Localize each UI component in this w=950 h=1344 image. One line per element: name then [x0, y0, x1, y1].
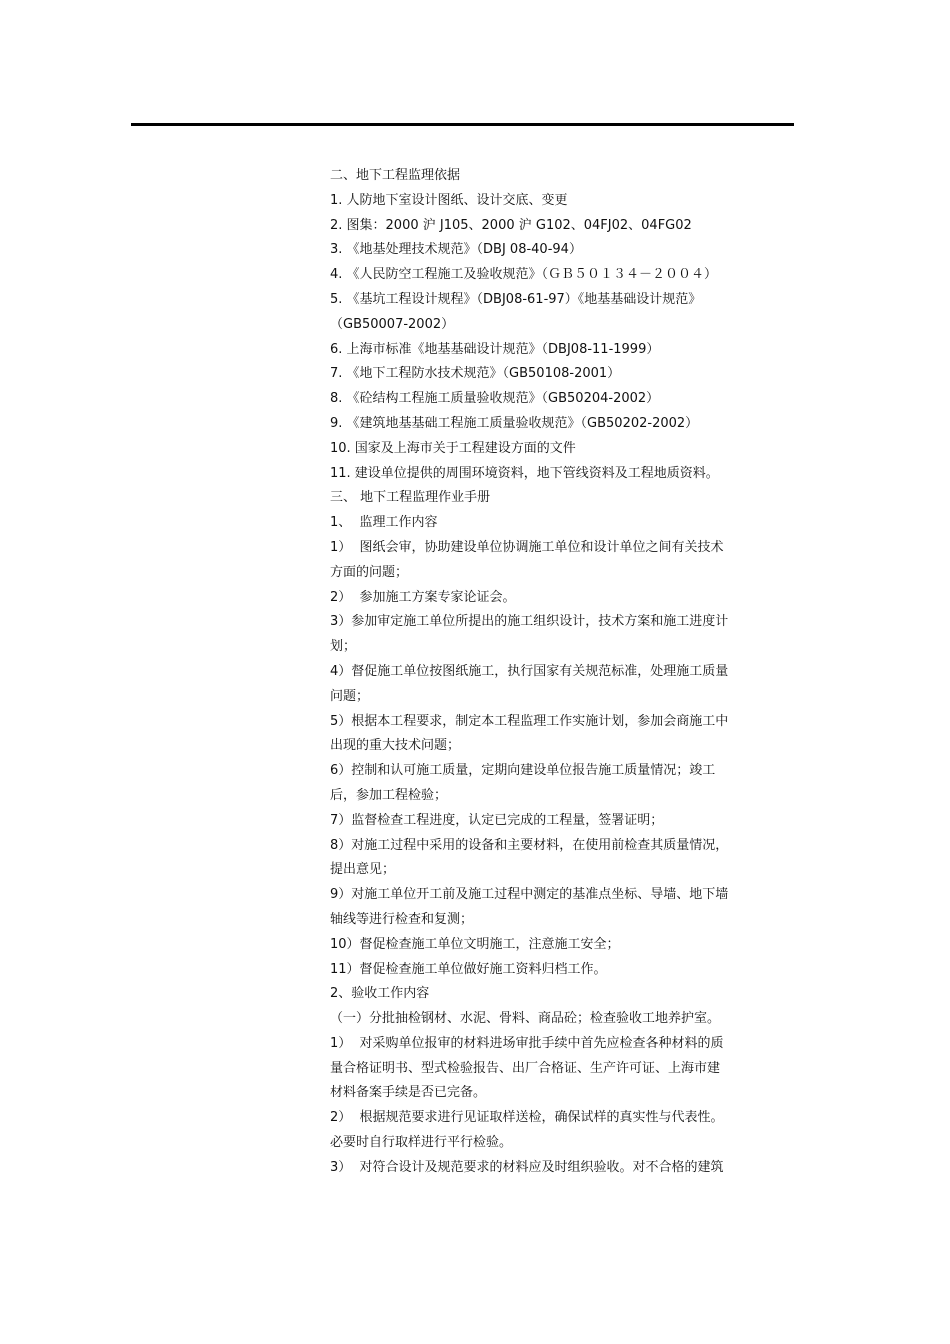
- basis-item-2: 2. 图集：2000 沪 J105、2000 沪 G102、04FJ02、04FG02: [330, 217, 692, 233]
- work-item-7: 7）监督检查工程进度，认定已完成的工程量，签署证明；: [330, 812, 664, 828]
- basis-item-4: 4. 《人民防空工程施工及验收规范》（ＧＢ５０１３４－２００４）: [330, 267, 718, 283]
- section-heading-manual: 三、 地下工程监理作业手册: [330, 490, 491, 506]
- subsection-heading-acceptance: 2、验收工作内容: [330, 986, 430, 1002]
- acceptance-group-1: （一）分批抽检钢材、水泥、骨料、商品砼；检查验收工地养护室。: [330, 1011, 721, 1027]
- basis-item-11: 11. 建设单位提供的周围环境资料，地下管线资料及工程地质资料。: [330, 465, 719, 481]
- basis-item-9: 9. 《建筑地基基础工程施工质量验收规范》（GB50202-2002）: [330, 415, 699, 431]
- work-item-10: 10）督促检查施工单位文明施工，注意施工安全；: [330, 936, 620, 952]
- header-rule: [131, 123, 794, 126]
- basis-item-8: 8. 《砼结构工程施工质量验收规范》（GB50204-2002）: [330, 391, 660, 407]
- work-item-3: 3）参加审定施工单位所提出的施工组织设计，技术方案和施工进度计: [330, 614, 729, 630]
- work-item-6: 6）控制和认可施工质量，定期向建设单位报告施工质量情况；竣工: [330, 763, 716, 779]
- work-item-1-cont: 方面的问题；: [330, 564, 409, 580]
- basis-item-5: 5. 《基坑工程设计规程》（DBJ08-61-97）《地基基础设计规范》: [330, 291, 702, 307]
- acceptance-item-1: 1） 对采购单位报审的材料进场审批手续中首先应检查各种材料的质: [330, 1035, 724, 1051]
- acceptance-item-3: 3） 对符合设计及规范要求的材料应及时组织验收。对不合格的建筑: [330, 1159, 724, 1175]
- work-item-3-cont: 划；: [330, 639, 357, 655]
- work-item-8-cont: 提出意见；: [330, 862, 396, 878]
- work-item-2: 2） 参加施工方案专家论证会。: [330, 589, 516, 605]
- subsection-heading-work: 1、 监理工作内容: [330, 515, 438, 531]
- work-item-9-cont: 轴线等进行检查和复测；: [330, 911, 474, 927]
- work-item-8: 8）对施工过程中采用的设备和主要材料，在使用前检查其质量情况，: [330, 837, 729, 853]
- acceptance-item-1-cont: 量合格证明书、型式检验报告、出厂合格证、生产许可证、上海市建: [330, 1060, 721, 1076]
- basis-item-6: 6. 上海市标准《地基基础设计规范》（DBJ08-11-1999）: [330, 341, 660, 357]
- work-item-5: 5）根据本工程要求，制定本工程监理工作实施计划，参加会商施工中: [330, 713, 729, 729]
- acceptance-item-2-cont: 必要时自行取样进行平行检验。: [330, 1135, 513, 1151]
- basis-item-5-cont: （GB50007-2002）: [330, 316, 455, 332]
- acceptance-item-2: 2） 根据规范要求进行见证取样送检，确保试样的真实性与代表性。: [330, 1110, 724, 1126]
- work-item-4: 4）督促施工单位按图纸施工，执行国家有关规范标准，处理施工质量: [330, 663, 729, 679]
- section-heading-basis: 二、地下工程监理依据: [330, 168, 461, 183]
- basis-item-7: 7. 《地下工程防水技术规范》（GB50108-2001）: [330, 366, 621, 382]
- work-item-11: 11）督促检查施工单位做好施工资料归档工作。: [330, 961, 607, 977]
- work-item-5-cont: 出现的重大技术问题；: [330, 738, 461, 754]
- work-item-4-cont: 问题；: [330, 688, 370, 704]
- work-item-6-cont: 后，参加工程检验；: [330, 787, 448, 803]
- acceptance-item-1-cont-2: 材料备案手续是否已完备。: [330, 1085, 487, 1101]
- basis-item-3: 3. 《地基处理技术规范》（DBJ 08-40-94）: [330, 242, 582, 258]
- document-body: [330, 164, 770, 1181]
- basis-item-1: 1. 人防地下室设计图纸、设计交底、变更: [330, 192, 568, 208]
- work-item-1: 1） 图纸会审，协助建设单位协调施工单位和设计单位之间有关技术: [330, 539, 724, 555]
- basis-item-10: 10. 国家及上海市关于工程建设方面的文件: [330, 440, 576, 456]
- work-item-9: 9）对施工单位开工前及施工过程中测定的基准点坐标、导墙、地下墙: [330, 887, 729, 903]
